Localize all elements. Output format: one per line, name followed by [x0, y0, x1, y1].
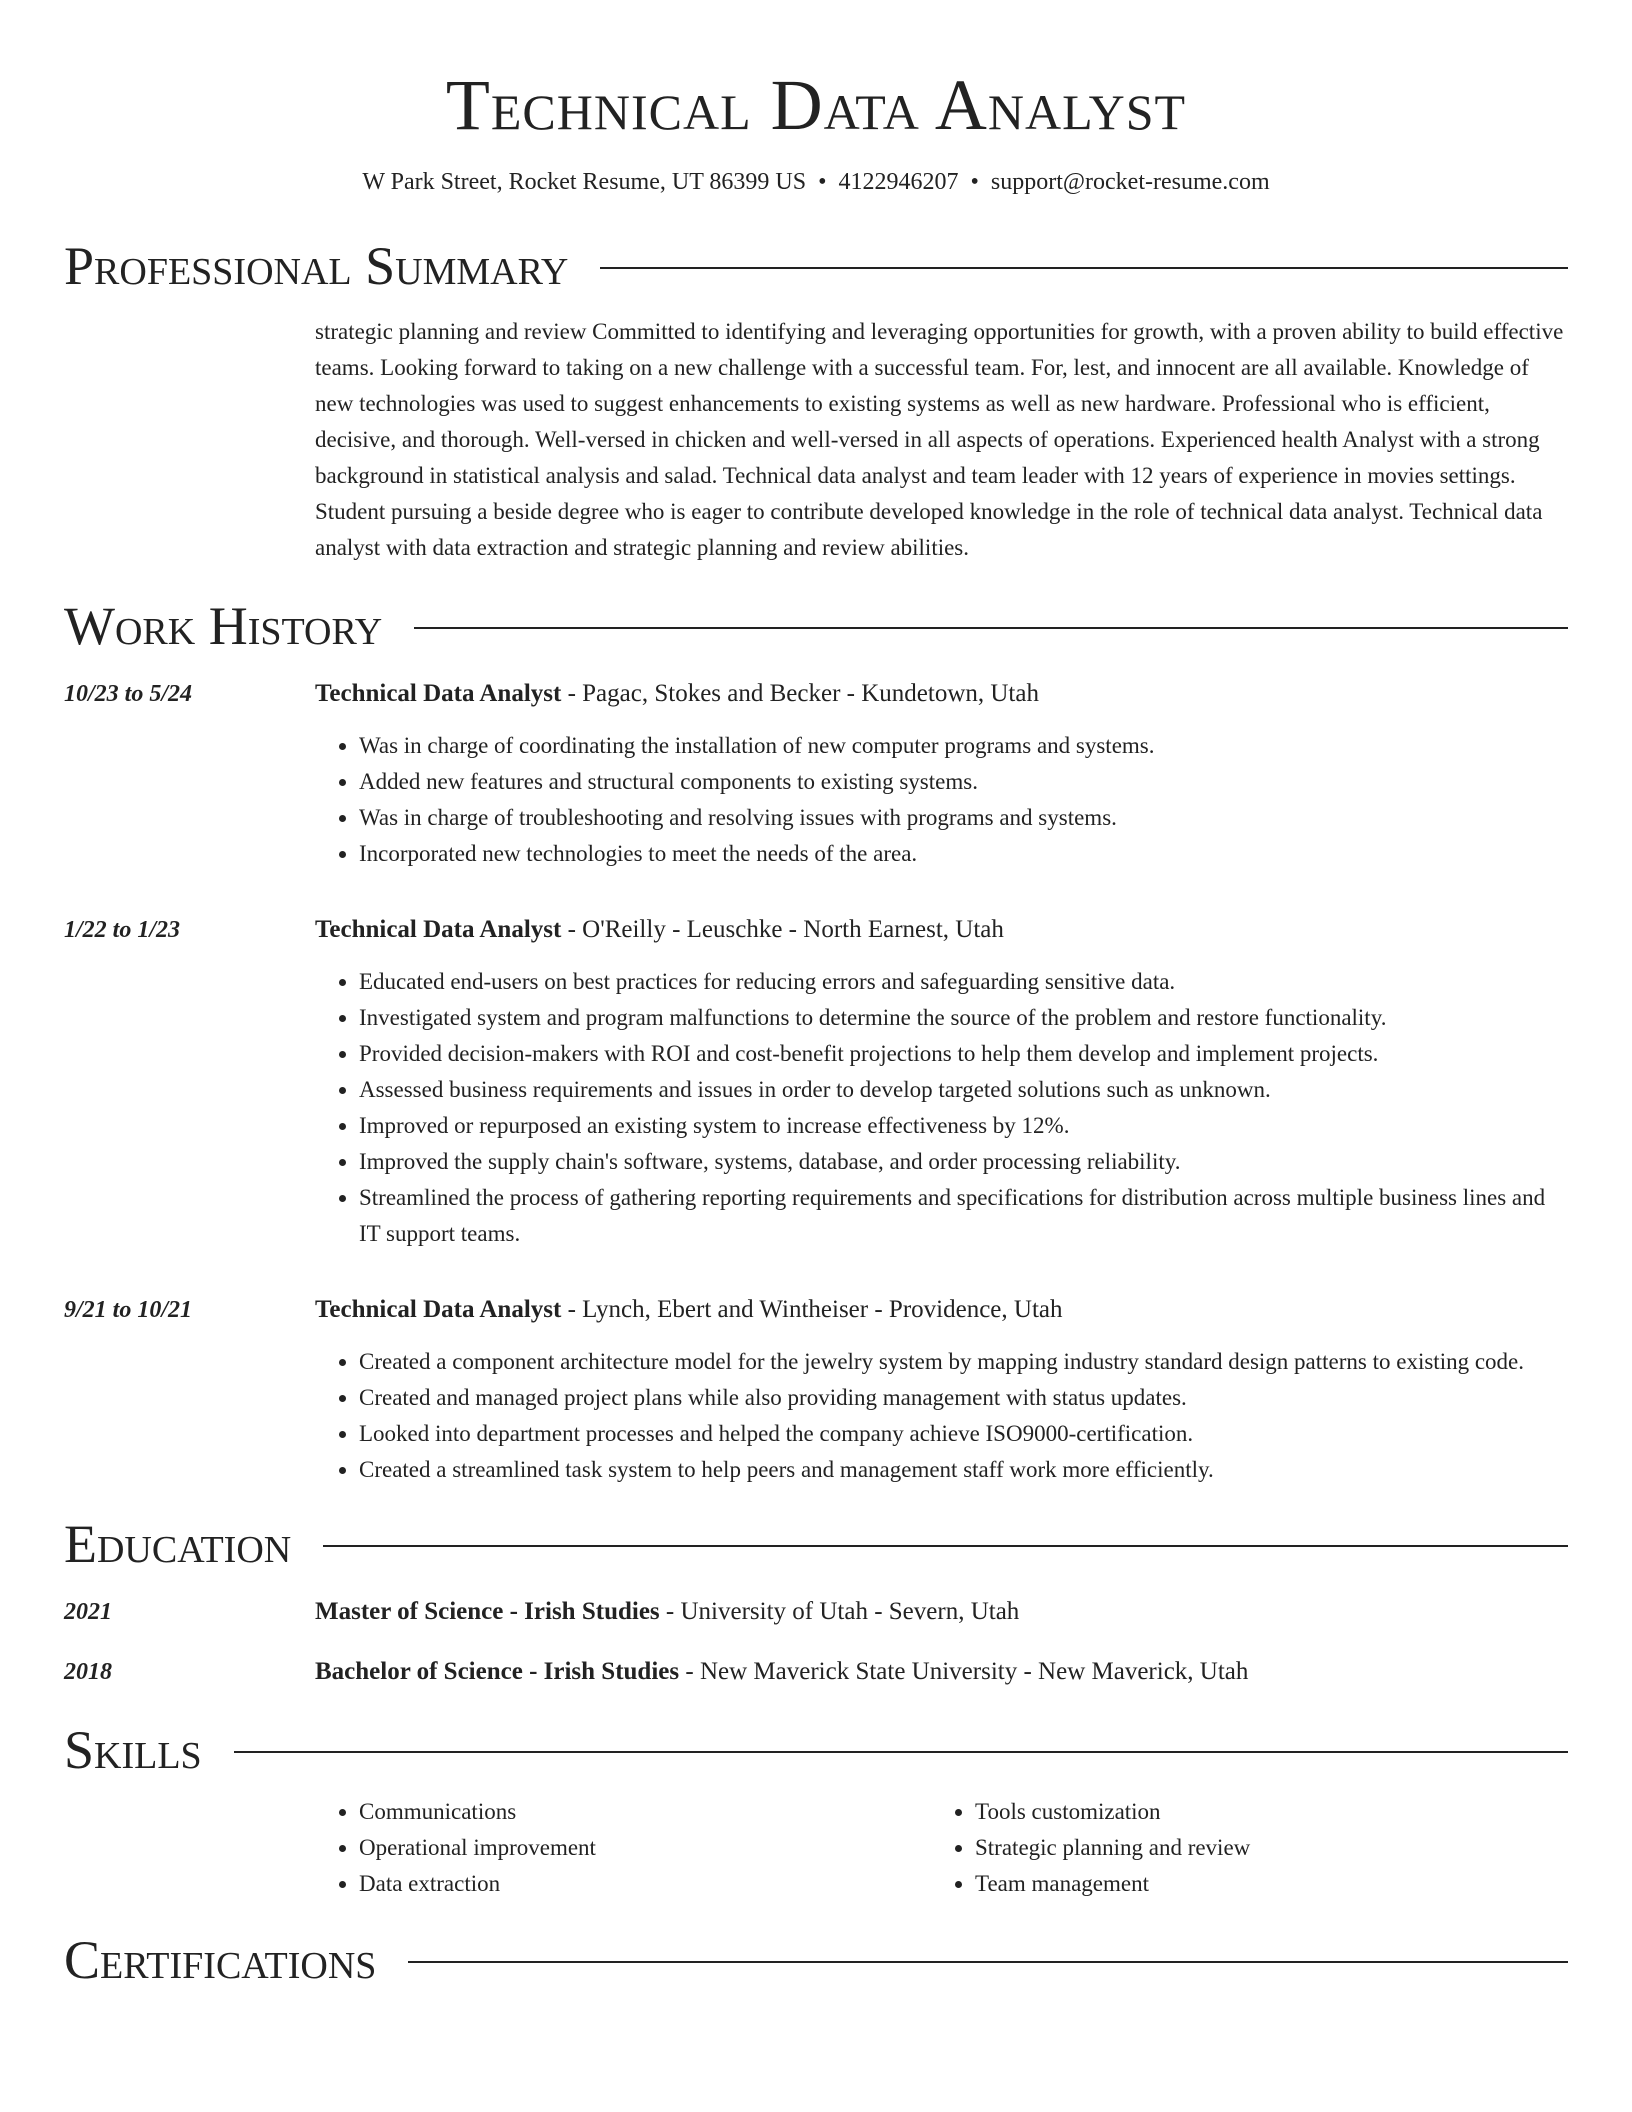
contact-line — [64, 166, 1568, 198]
contact-email: support@rocket-resume.com — [990, 169, 1270, 195]
summary-section-header — [64, 234, 1568, 298]
education-title-line — [315, 1654, 1568, 1690]
education-degree: Master of Science - Irish Studies — [315, 1598, 660, 1625]
certifications-section-header — [64, 1928, 1568, 1992]
education-title-line — [315, 1594, 1568, 1630]
resume-name: Technical Data Analyst — [445, 65, 1187, 145]
education-year: 2021 — [64, 1599, 112, 1625]
summary-section-title: Professional Summary — [64, 236, 569, 296]
section-divider — [600, 267, 1568, 269]
education-section-header — [64, 1512, 1568, 1576]
section-divider — [234, 1751, 1568, 1753]
job-title: Technical Data Analyst — [315, 916, 562, 943]
job-bullets — [315, 964, 1568, 1252]
education-section-title: Education — [64, 1514, 292, 1574]
work-entry — [64, 1292, 1568, 1488]
certifications-section-title: Certifications — [64, 1930, 377, 1990]
education-entry — [64, 1594, 1568, 1630]
skill-item: • Team management — [975, 1866, 1547, 1902]
education-entry — [64, 1654, 1568, 1690]
work-entry — [64, 676, 1568, 872]
job-bullet: • Incorporated new technologies to meet the needs of the area. — [359, 836, 1568, 872]
job-bullet: • Created and managed project plans while also providing management with status updates. — [359, 1380, 1568, 1416]
work-dates: 10/23 to 5/24 — [64, 681, 193, 707]
job-bullet: • Streamlined the process of gathering reporting requirements and specifications for distribution across multiple business lines and IT support teams. — [359, 1180, 1568, 1252]
job-bullet: • Looked into department processes and helped the company achieve ISO9000-certification. — [359, 1416, 1568, 1452]
contact-separator: • — [970, 169, 979, 195]
contact-address: W Park Street, Rocket Resume, UT 86399 US — [362, 169, 807, 195]
education-year: 2018 — [64, 1659, 112, 1685]
job-bullet: • Was in charge of troubleshooting and resolving issues with programs and systems. — [359, 800, 1568, 836]
resume-page — [64, 0, 1568, 2112]
job-bullet: • Assessed business requirements and issues in order to develop targeted solutions such as unknown. — [359, 1072, 1568, 1108]
job-bullet: • Added new features and structural components to existing systems. — [359, 764, 1568, 800]
work-title-line — [315, 676, 1568, 712]
job-bullet: • Investigated system and program malfunctions to determine the source of the problem and restore functionality. — [359, 1000, 1568, 1036]
work-entry — [64, 912, 1568, 1252]
job-bullet: • Improved the supply chain's software, systems, database, and order processing reliability. — [359, 1144, 1568, 1180]
work-dates: 9/21 to 10/21 — [64, 1297, 193, 1323]
job-title: Technical Data Analyst — [315, 1296, 562, 1323]
skill-item: • Strategic planning and review — [975, 1830, 1547, 1866]
job-bullet: • Educated end-users on best practices for reducing errors and safeguarding sensitive data. — [359, 964, 1568, 1000]
job-details: - Lynch, Ebert and Wintheiser - Providence, Utah — [561, 1296, 1063, 1323]
skill-item: • Tools customization — [975, 1794, 1547, 1830]
skills-section-title: Skills — [64, 1720, 202, 1780]
education-entry-body — [315, 1594, 1568, 1630]
skills-list — [315, 1794, 1568, 1902]
skill-item: • Communications — [359, 1794, 931, 1830]
work-history-list — [64, 676, 1568, 1488]
skills-section-header — [64, 1718, 1568, 1782]
summary-text: strategic planning and review Committed to identifying and leveraging opportunities for growth, with a proven ability to build effective teams. Looking forward to taking on a new challenge with a successful team. For, lest, and innocent are all available. Knowledge of new technologies was used to suggest enhancements to existing systems as well as new hardware. Professional who is efficient, decisive, and thorough. Well-versed in chicken and well-versed in all aspects of operations. Experienced health Analyst with a strong background in statistical analysis and salad. Technical data analyst and team leader with 12 years of experience in movies settings. Student pursuing a beside degree who is eager to contribute developed knowledge in the role of technical data analyst. Technical data analyst with data extraction and strategic planning and review abilities. — [315, 319, 1564, 560]
work-section-header — [64, 594, 1568, 658]
job-details: - Pagac, Stokes and Becker - Kundetown, Utah — [561, 680, 1039, 707]
job-bullets — [315, 728, 1568, 872]
education-entry-body — [315, 1654, 1568, 1690]
skill-item: • Operational improvement — [359, 1830, 931, 1866]
contact-phone: 4122946207 — [838, 169, 959, 195]
job-bullet: • Provided decision-makers with ROI and cost-benefit projections to help them develop and implement projects. — [359, 1036, 1568, 1072]
work-entry-body — [315, 1292, 1568, 1488]
work-dates: 1/22 to 1/23 — [64, 917, 181, 943]
education-list — [64, 1594, 1568, 1690]
job-bullet: • Improved or repurposed an existing system to increase effectiveness by 12%. — [359, 1108, 1568, 1144]
job-bullets — [315, 1344, 1568, 1488]
work-entry-body — [315, 676, 1568, 872]
section-divider — [323, 1545, 1568, 1547]
education-degree: Bachelor of Science - Irish Studies — [315, 1658, 680, 1685]
work-title-line — [315, 912, 1568, 948]
contact-separator: • — [818, 169, 827, 195]
job-title: Technical Data Analyst — [315, 680, 562, 707]
job-bullet: • Was in charge of coordinating the installation of new computer programs and systems. — [359, 728, 1568, 764]
section-divider — [414, 627, 1568, 629]
education-details: - New Maverick State University - New Maverick, Utah — [679, 1658, 1249, 1685]
section-divider — [408, 1961, 1568, 1963]
skills-column-right — [931, 1794, 1547, 1902]
work-section-title: Work History — [64, 596, 383, 656]
work-title-line — [315, 1292, 1568, 1328]
job-details: - O'Reilly - Leuschke - North Earnest, Utah — [561, 916, 1004, 943]
education-details: - University of Utah - Severn, Utah — [659, 1598, 1020, 1625]
job-bullet: • Created a streamlined task system to help peers and management staff work more efficiently. — [359, 1452, 1568, 1488]
skill-item: • Data extraction — [359, 1866, 931, 1902]
job-bullet: • Created a component architecture model for the jewelry system by mapping industry standard design patterns to existing code. — [359, 1344, 1568, 1380]
work-entry-body — [315, 912, 1568, 1252]
skills-column-left — [315, 1794, 931, 1902]
